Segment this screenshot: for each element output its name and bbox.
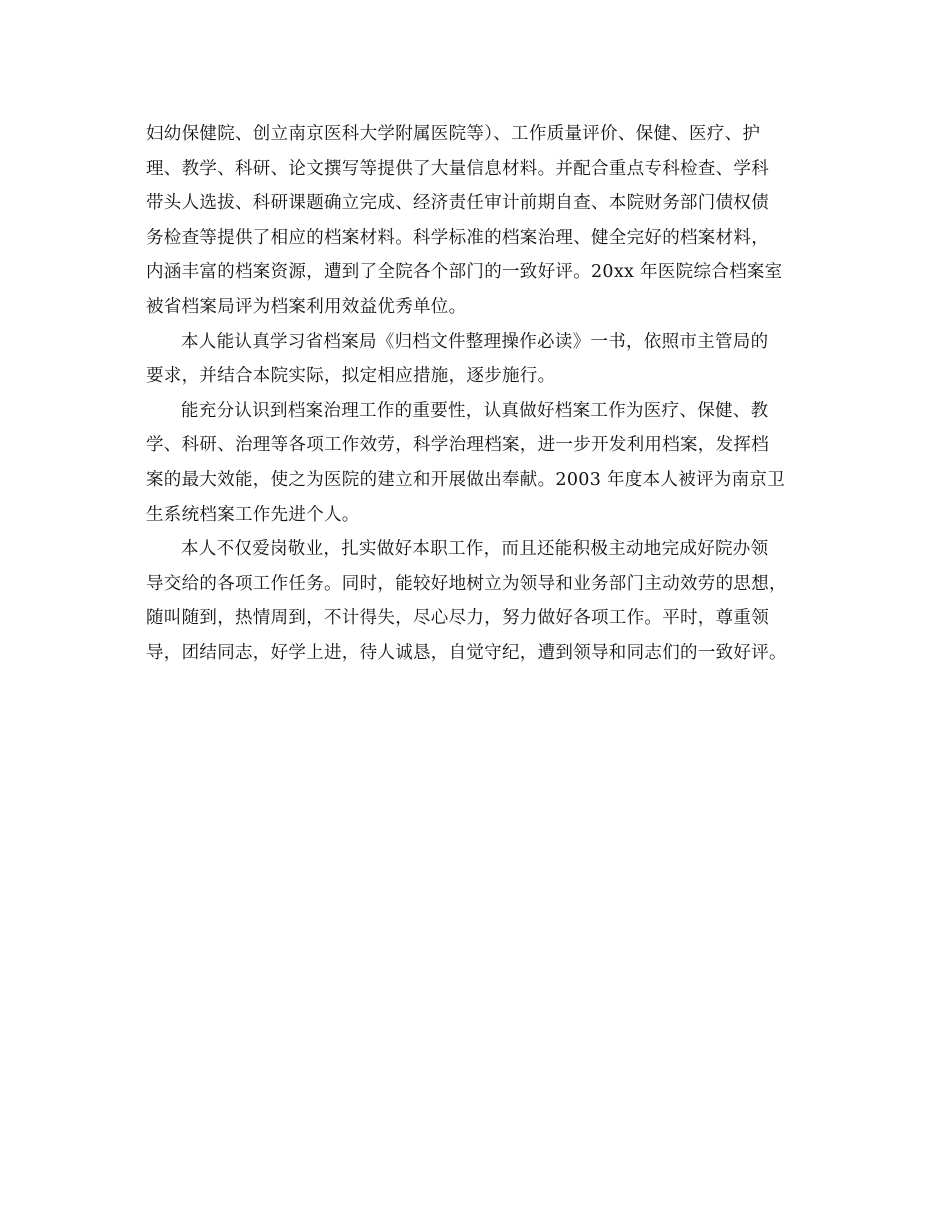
paragraph-line: 带头人选拔、科研课题确立完成、经济责任审计前期自查、本院财务部门债权债 xyxy=(146,193,769,214)
paragraph-line: 导，团结同志，好学上进，待人诚恳，自觉守纪，遭到领导和同志们的一致好评。 xyxy=(146,642,787,663)
paragraph-line: 案的最大效能，使之为医院的建立和开展做出奉献。2003 年度本人被评为南京卫 xyxy=(146,469,785,490)
paragraph-line: 导交给的各项工作任务。同时，能较好地树立为领导和业务部门主动效劳的思想， xyxy=(146,573,787,594)
paragraph-1 xyxy=(146,117,816,325)
paragraph-line: 生系统档案工作先进个人。 xyxy=(146,504,360,525)
paragraph-line: 理、教学、科研、论文撰写等提供了大量信息材料。并配合重点专科检查、学科 xyxy=(146,158,769,179)
paragraph-line: 随叫随到，热情周到，不计得失，尽心尽力，努力做好各项工作。平时，尊重领 xyxy=(146,608,769,629)
paragraph-line: 妇幼保健院、创立南京医科大学附属医院等）、工作质量评价、保健、医疗、护 xyxy=(146,124,761,144)
paragraph-line: 被省档案局评为档案利用效益优秀单位。 xyxy=(146,296,467,317)
paragraph-line: 能充分认识到档案治理工作的重要性，认真做好档案工作为医疗、保健、教 xyxy=(181,400,769,421)
paragraph-line: 务检查等提供了相应的档案材料。科学标准的档案治理、健全完好的档案材料， xyxy=(146,227,769,248)
paragraph-line: 要求，并结合本院实际，拟定相应措施，逐步施行。 xyxy=(146,366,556,387)
paragraph-2 xyxy=(146,325,816,394)
paragraph-line: 学、科研、治理等各项工作效劳，科学治理档案，进一步开发利用档案，发挥档 xyxy=(146,435,769,456)
document-body xyxy=(146,117,816,671)
paragraph-4 xyxy=(146,532,816,670)
paragraph-3 xyxy=(146,394,816,532)
paragraph-line: 本人能认真学习省档案局《归档文件整理操作必读》一书，依照市主管局的 xyxy=(181,331,769,352)
paragraph-line: 本人不仅爱岗敬业，扎实做好本职工作，而且还能积极主动地完成好院办领 xyxy=(181,539,769,560)
paragraph-line: 内涵丰富的档案资源，遭到了全院各个部门的一致好评。20xx 年医院综合档案室 xyxy=(146,262,783,283)
